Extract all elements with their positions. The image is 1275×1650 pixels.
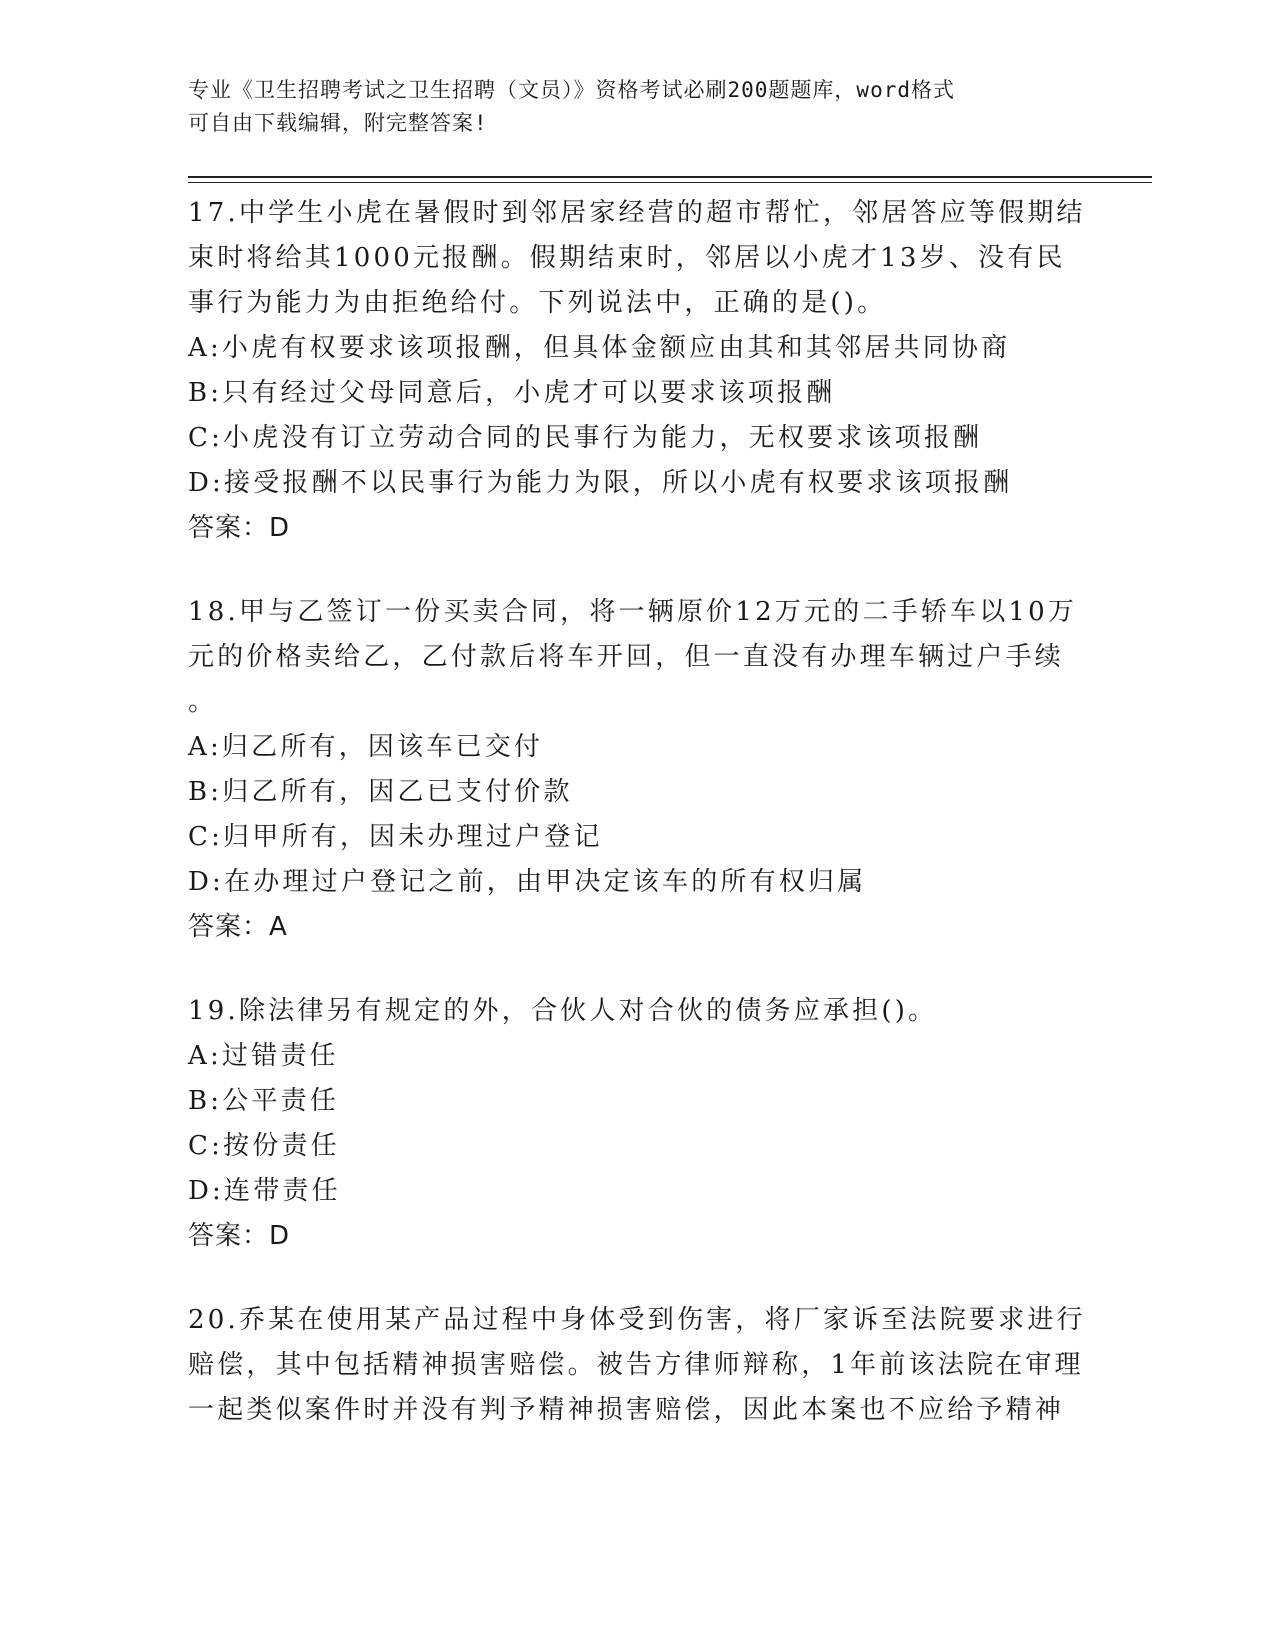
option-a: A:小虎有权要求该项报酬，但具体金额应由其和其邻居共同协商: [188, 333, 1011, 363]
question-stem-line: 事行为能力为由拒绝给付。下列说法中，正确的是()。: [188, 288, 887, 318]
question-stem-line: 19.除法律另有规定的外，合伙人对合伙的债务应承担()。: [188, 996, 938, 1026]
header-divider-thin: [188, 182, 1152, 183]
answer-line: 答案：D: [188, 513, 291, 543]
question-stem-line: 。: [188, 687, 218, 717]
question-list: [188, 191, 1088, 1472]
option-c: C:归甲所有，因未办理过户登记: [188, 822, 603, 852]
question-stem-line: 束时将给其1000元报酬。假期结束时，邻居以小虎才13岁、没有民: [188, 243, 1066, 273]
document-header: [188, 74, 1068, 140]
option-d: D:在办理过户登记之前，由甲决定该车的所有权归属: [188, 867, 867, 897]
question-stem-line: 20.乔某在使用某产品过程中身体受到伤害，将厂家诉至法院要求进行: [188, 1305, 1086, 1335]
option-b: B:只有经过父母同意后，小虎才可以要求该项报酬: [188, 378, 836, 408]
question-stem-line: 赔偿，其中包括精神损害赔偿。被告方律师辩称，1年前该法院在审理: [188, 1350, 1084, 1380]
header-divider-thick: [188, 176, 1152, 178]
header-line-1: 专业《卫生招聘考试之卫生招聘（文员）》资格考试必刷200题题库，word格式: [188, 78, 955, 102]
option-c: C:按份责任: [188, 1131, 340, 1161]
option-d: D:连带责任: [188, 1176, 341, 1206]
question-20: [188, 1298, 1088, 1433]
option-d: D:接受报酬不以民事行为能力为限，所以小虎有权要求该项报酬: [188, 468, 1013, 498]
question-18: [188, 590, 1088, 950]
question-stem-line: 一起类似案件时并没有判予精神损害赔偿，因此本案也不应给予精神: [188, 1395, 1065, 1425]
question-stem-line: 18.甲与乙签订一份买卖合同，将一辆原价12万元的二手轿车以10万: [188, 597, 1078, 627]
question-stem-line: 17.中学生小虎在暑假时到邻居家经营的超市帮忙，邻居答应等假期结: [188, 198, 1086, 228]
question-stem-line: 元的价格卖给乙，乙付款后将车开回，但一直没有办理车辆过户手续: [188, 642, 1065, 672]
question-19: [188, 989, 1088, 1259]
option-a: A:过错责任: [188, 1041, 339, 1071]
question-17: [188, 191, 1088, 551]
option-b: B:公平责任: [188, 1086, 340, 1116]
option-b: B:归乙所有，因乙已支付价款: [188, 777, 573, 807]
answer-line: 答案：D: [188, 1221, 291, 1251]
answer-line: 答案：A: [188, 912, 288, 942]
option-c: C:小虎没有订立劳动合同的民事行为能力，无权要求该项报酬: [188, 423, 983, 453]
option-a: A:归乙所有，因该车已交付: [188, 732, 544, 762]
header-line-2: 可自由下载编辑，附完整答案!: [188, 111, 488, 135]
